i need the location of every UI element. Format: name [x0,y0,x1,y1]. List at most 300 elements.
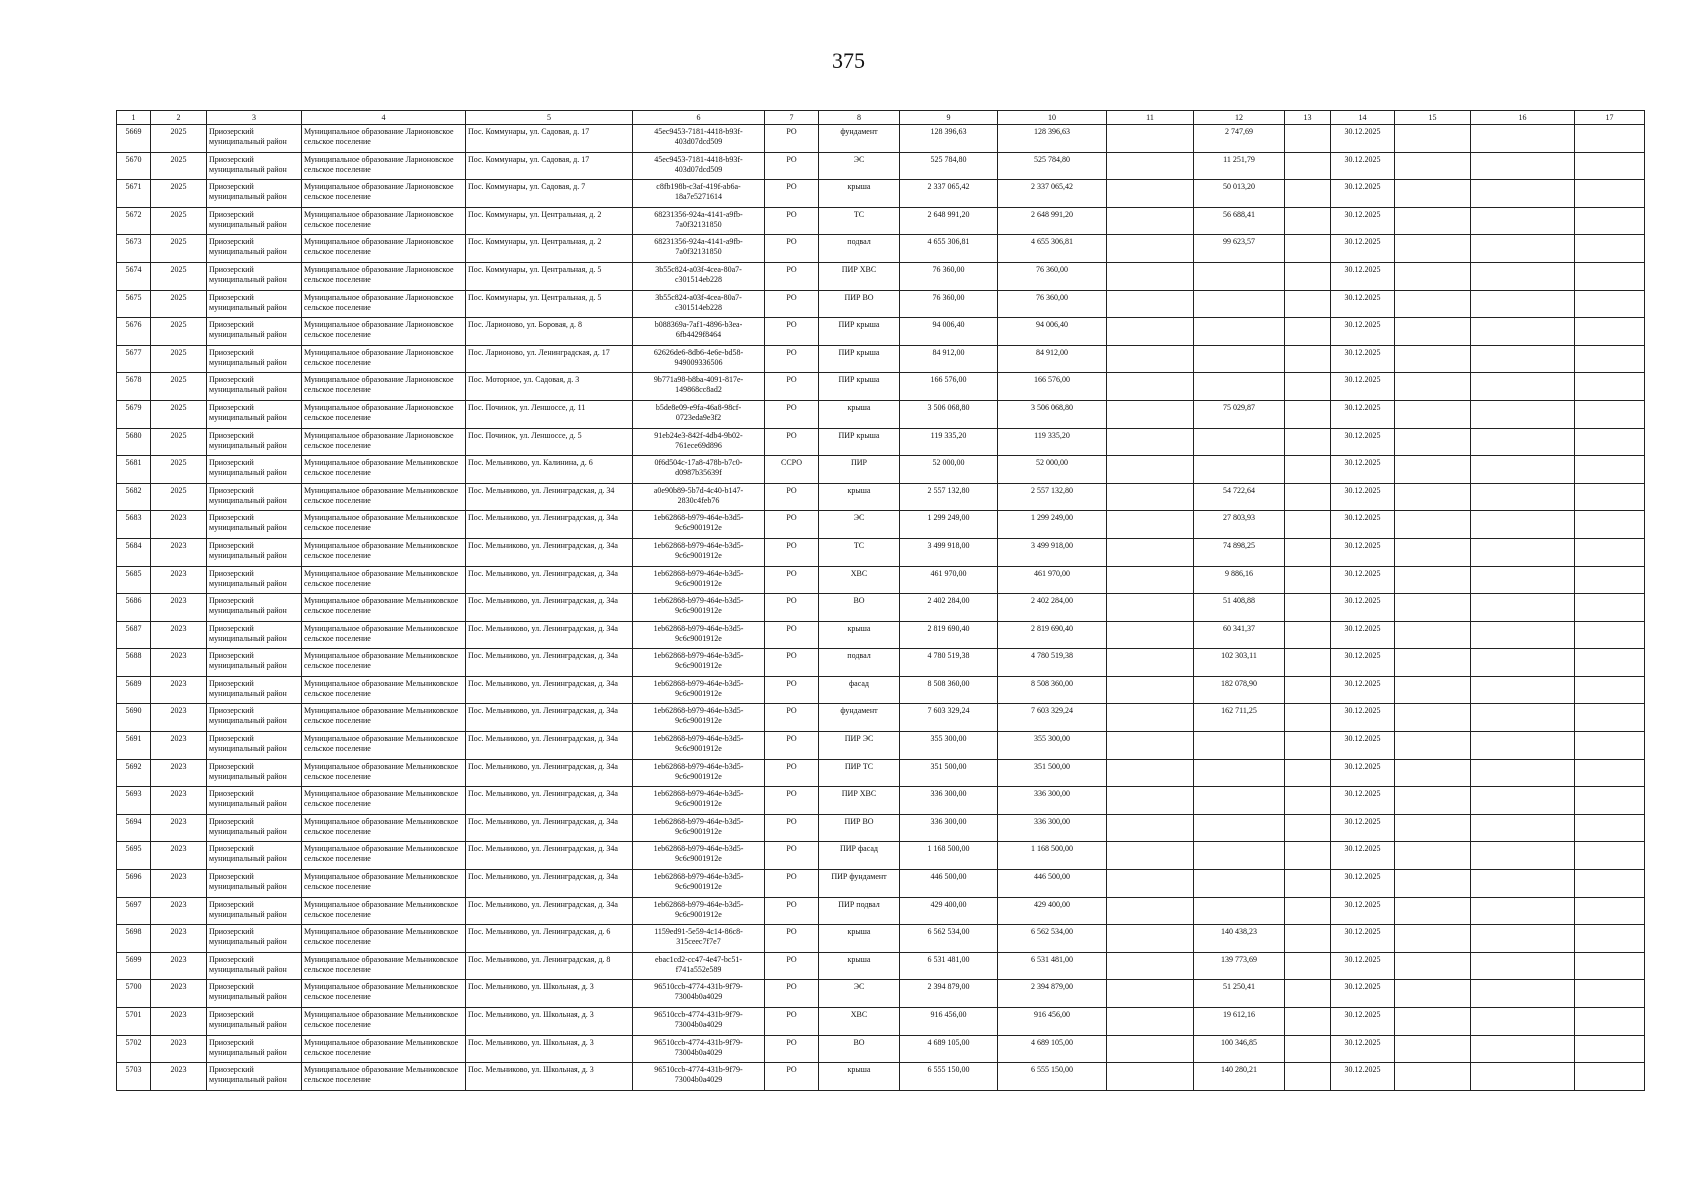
cell-address: Пос. Мельниково, ул. Ленинградская, д. 8 [466,952,633,980]
page-number: 375 [832,48,865,73]
cell-house-guid: 1eb62868-b979-464e-b3d5-9c6c9001912e [633,787,765,815]
cell-col-11 [1107,456,1194,484]
cell-col-17 [1575,180,1645,208]
cell-house-guid: 68231356-924a-4141-a9fb-7a0f32131850 [633,235,765,263]
cell-district: Приозерский муниципальный район [207,732,302,760]
cell-col-11 [1107,732,1194,760]
cell-year: 2025 [151,207,207,235]
cell-deadline: 30.12.2025 [1331,870,1395,898]
cell-district: Приозерский муниципальный район [207,566,302,594]
cell-cost-planned: 76 360,00 [998,290,1107,318]
table-row [117,400,1645,428]
cell-work-type: ПИР фасад [819,842,900,870]
cell-house-guid: 1eb62868-b979-464e-b3d5-9c6c9001912e [633,814,765,842]
cell-col-16 [1471,704,1575,732]
cell-address: Пос. Мельниково, ул. Ленинградская, д. 34а [466,511,633,539]
cell-work-type: ХВС [819,1008,900,1036]
cell-cost-total: 76 360,00 [900,262,998,290]
cell-cost-planned: 128 396,63 [998,125,1107,153]
cell-cost-total: 8 508 360,00 [900,676,998,704]
cell-col-17 [1575,235,1645,263]
cell-col-16 [1471,1063,1575,1091]
cell-col-11 [1107,180,1194,208]
cell-col-11 [1107,538,1194,566]
cell-col-13 [1285,511,1331,539]
cell-year: 2023 [151,538,207,566]
cell-col-11 [1107,649,1194,677]
cell-year: 2023 [151,925,207,953]
cell-address: Пос. Мельниково, ул. Ленинградская, д. 34 [466,483,633,511]
cell-col-11 [1107,1035,1194,1063]
cell-col-15 [1395,787,1471,815]
cell-col-17 [1575,400,1645,428]
cell-year: 2023 [151,566,207,594]
cell-district: Приозерский муниципальный район [207,152,302,180]
cell-address: Пос. Мельниково, ул. Ленинградская, д. 34а [466,704,633,732]
cell-col-17 [1575,594,1645,622]
cell-house-guid: 62626de6-8db6-4e6e-bd58-949009336506 [633,345,765,373]
cell-house-guid: 1eb62868-b979-464e-b3d5-9c6c9001912e [633,759,765,787]
cell-fund-type: РО [765,870,819,898]
cell-col-11 [1107,787,1194,815]
cell-cost-planned: 4 655 306,81 [998,235,1107,263]
cell-col-11 [1107,897,1194,925]
cell-house-guid: 1eb62868-b979-464e-b3d5-9c6c9001912e [633,538,765,566]
cell-col-17 [1575,870,1645,898]
cell-deadline: 30.12.2025 [1331,400,1395,428]
cell-col-13 [1285,483,1331,511]
cell-col-15 [1395,400,1471,428]
cell-col-13 [1285,373,1331,401]
table-row [117,373,1645,401]
cell-col-12: 54 722,64 [1194,483,1285,511]
cell-col-15 [1395,125,1471,153]
cell-col-15 [1395,262,1471,290]
cell-deadline: 30.12.2025 [1331,290,1395,318]
cell-municipality: Муниципальное образование Ларионовское сельское поселение [302,373,466,401]
cell-address: Пос. Мельниково, ул. Ленинградская, д. 34а [466,538,633,566]
cell-municipality: Муниципальное образование Мельниковское сельское поселение [302,980,466,1008]
column-header-10: 10 [998,111,1107,125]
cell-address: Пос. Ларионово, ул. Ленинградская, д. 17 [466,345,633,373]
cell-col-17 [1575,566,1645,594]
cell-col-11 [1107,870,1194,898]
cell-deadline: 30.12.2025 [1331,1035,1395,1063]
cell-municipality: Муниципальное образование Мельниковское сельское поселение [302,704,466,732]
table-row [117,842,1645,870]
cell-district: Приозерский муниципальный район [207,235,302,263]
table-row [117,787,1645,815]
cell-cost-total: 4 780 519,38 [900,649,998,677]
cell-col-11 [1107,207,1194,235]
cell-municipality: Муниципальное образование Ларионовское сельское поселение [302,318,466,346]
table-row [117,980,1645,1008]
cell-cost-planned: 119 335,20 [998,428,1107,456]
cell-work-type: крыша [819,483,900,511]
cell-address: Пос. Мельниково, ул. Школьная, д. 3 [466,980,633,1008]
cell-col-12 [1194,318,1285,346]
column-header-14: 14 [1331,111,1395,125]
cell-col-17 [1575,925,1645,953]
cell-municipality: Муниципальное образование Ларионовское сельское поселение [302,152,466,180]
cell-municipality: Муниципальное образование Ларионовское сельское поселение [302,207,466,235]
cell-col-17 [1575,318,1645,346]
cell-cost-planned: 2 557 132,80 [998,483,1107,511]
cell-work-type: подвал [819,235,900,263]
cell-col-11 [1107,235,1194,263]
cell-col-12 [1194,897,1285,925]
register-table [116,110,1645,1091]
cell-cost-total: 76 360,00 [900,290,998,318]
cell-district: Приозерский муниципальный район [207,125,302,153]
column-header-2: 2 [151,111,207,125]
cell-year: 2023 [151,732,207,760]
cell-cost-total: 1 168 500,00 [900,842,998,870]
cell-municipality: Муниципальное образование Мельниковское сельское поселение [302,676,466,704]
cell-col-15 [1395,649,1471,677]
cell-fund-type: РО [765,1008,819,1036]
cell-cost-total: 119 335,20 [900,428,998,456]
cell-col-17 [1575,483,1645,511]
cell-col-13 [1285,538,1331,566]
cell-municipality: Муниципальное образование Мельниковское сельское поселение [302,925,466,953]
cell-row-number: 5676 [117,318,151,346]
cell-year: 2023 [151,759,207,787]
cell-year: 2025 [151,318,207,346]
cell-col-17 [1575,1008,1645,1036]
cell-cost-planned: 76 360,00 [998,262,1107,290]
table-row [117,621,1645,649]
cell-col-12 [1194,345,1285,373]
cell-col-16 [1471,262,1575,290]
cell-col-11 [1107,152,1194,180]
cell-work-type: ВО [819,594,900,622]
cell-district: Приозерский муниципальный район [207,676,302,704]
cell-district: Приозерский муниципальный район [207,980,302,1008]
cell-work-type: ЭС [819,980,900,1008]
column-header-8: 8 [819,111,900,125]
cell-col-11 [1107,262,1194,290]
cell-col-17 [1575,262,1645,290]
cell-municipality: Муниципальное образование Мельниковское сельское поселение [302,732,466,760]
cell-row-number: 5681 [117,456,151,484]
table-row [117,594,1645,622]
cell-cost-total: 84 912,00 [900,345,998,373]
cell-cost-planned: 2 394 879,00 [998,980,1107,1008]
cell-deadline: 30.12.2025 [1331,125,1395,153]
cell-col-17 [1575,897,1645,925]
cell-deadline: 30.12.2025 [1331,814,1395,842]
cell-cost-total: 525 784,80 [900,152,998,180]
cell-house-guid: 1eb62868-b979-464e-b3d5-9c6c9001912e [633,594,765,622]
cell-fund-type: РО [765,428,819,456]
table-body [117,125,1645,1091]
table-row [117,428,1645,456]
cell-cost-planned: 52 000,00 [998,456,1107,484]
cell-year: 2025 [151,483,207,511]
cell-year: 2025 [151,152,207,180]
cell-house-guid: 1eb62868-b979-464e-b3d5-9c6c9001912e [633,732,765,760]
cell-col-15 [1395,538,1471,566]
cell-col-13 [1285,152,1331,180]
cell-year: 2025 [151,428,207,456]
cell-fund-type: РО [765,676,819,704]
cell-house-guid: b088369a-7af1-4896-b3ea-6fb4429f8464 [633,318,765,346]
cell-address: Пос. Коммунары, ул. Центральная, д. 5 [466,262,633,290]
cell-deadline: 30.12.2025 [1331,952,1395,980]
cell-cost-planned: 429 400,00 [998,897,1107,925]
cell-col-17 [1575,428,1645,456]
cell-row-number: 5683 [117,511,151,539]
column-header-4: 4 [302,111,466,125]
cell-deadline: 30.12.2025 [1331,621,1395,649]
cell-col-16 [1471,152,1575,180]
cell-row-number: 5688 [117,649,151,677]
table-row [117,732,1645,760]
cell-col-11 [1107,621,1194,649]
cell-row-number: 5672 [117,207,151,235]
cell-col-16 [1471,787,1575,815]
table-row [117,759,1645,787]
cell-work-type: ТС [819,207,900,235]
cell-district: Приозерский муниципальный район [207,925,302,953]
cell-col-16 [1471,207,1575,235]
column-number-row [117,111,1645,125]
cell-house-guid: 1eb62868-b979-464e-b3d5-9c6c9001912e [633,621,765,649]
cell-row-number: 5699 [117,952,151,980]
cell-work-type: ЭС [819,152,900,180]
cell-address: Пос. Коммунары, ул. Центральная, д. 5 [466,290,633,318]
cell-col-13 [1285,594,1331,622]
cell-year: 2023 [151,842,207,870]
cell-address: Пос. Мельниково, ул. Школьная, д. 3 [466,1035,633,1063]
cell-address: Пос. Мельниково, ул. Ленинградская, д. 34а [466,870,633,898]
cell-address: Пос. Коммунары, ул. Садовая, д. 17 [466,152,633,180]
cell-municipality: Муниципальное образование Мельниковское сельское поселение [302,870,466,898]
cell-cost-planned: 4 689 105,00 [998,1035,1107,1063]
cell-house-guid: 1eb62868-b979-464e-b3d5-9c6c9001912e [633,649,765,677]
cell-col-13 [1285,897,1331,925]
cell-cost-planned: 6 555 150,00 [998,1063,1107,1091]
cell-district: Приозерский муниципальный район [207,1035,302,1063]
cell-cost-planned: 6 562 534,00 [998,925,1107,953]
cell-col-12: 2 747,69 [1194,125,1285,153]
cell-year: 2025 [151,125,207,153]
cell-district: Приозерский муниципальный район [207,594,302,622]
cell-year: 2023 [151,594,207,622]
table-row [117,649,1645,677]
cell-house-guid: 96510ccb-4774-431b-9f79-73004b0a4029 [633,980,765,1008]
cell-cost-planned: 336 300,00 [998,787,1107,815]
cell-cost-planned: 4 780 519,38 [998,649,1107,677]
cell-address: Пос. Мельниково, ул. Ленинградская, д. 34а [466,649,633,677]
cell-fund-type: РО [765,373,819,401]
cell-col-17 [1575,345,1645,373]
cell-district: Приозерский муниципальный район [207,1063,302,1091]
cell-house-guid: b5de8e09-e9fa-46a8-98cf-0723eda9e3f2 [633,400,765,428]
cell-work-type: ПИР ХВС [819,262,900,290]
cell-work-type: ПИР ВО [819,290,900,318]
cell-work-type: крыша [819,621,900,649]
cell-district: Приозерский муниципальный район [207,538,302,566]
cell-address: Пос. Моторное, ул. Садовая, д. 3 [466,373,633,401]
cell-work-type: ХВС [819,566,900,594]
cell-work-type: ПИР крыша [819,428,900,456]
cell-cost-total: 916 456,00 [900,1008,998,1036]
cell-col-13 [1285,345,1331,373]
cell-work-type: ПИР фундамент [819,870,900,898]
cell-col-15 [1395,152,1471,180]
cell-deadline: 30.12.2025 [1331,594,1395,622]
cell-cost-planned: 166 576,00 [998,373,1107,401]
cell-col-15 [1395,1063,1471,1091]
cell-col-16 [1471,290,1575,318]
cell-row-number: 5701 [117,1008,151,1036]
cell-col-11 [1107,483,1194,511]
cell-col-13 [1285,125,1331,153]
cell-col-13 [1285,235,1331,263]
cell-col-16 [1471,842,1575,870]
cell-col-13 [1285,456,1331,484]
cell-deadline: 30.12.2025 [1331,842,1395,870]
cell-house-guid: c8fb198b-c3af-419f-ab6a-18a7e5271614 [633,180,765,208]
cell-col-12: 140 280,21 [1194,1063,1285,1091]
cell-district: Приозерский муниципальный район [207,373,302,401]
cell-address: Пос. Коммунары, ул. Центральная, д. 2 [466,207,633,235]
column-header-6: 6 [633,111,765,125]
cell-col-17 [1575,621,1645,649]
cell-house-guid: 68231356-924a-4141-a9fb-7a0f32131850 [633,207,765,235]
cell-district: Приозерский муниципальный район [207,318,302,346]
cell-col-13 [1285,787,1331,815]
cell-col-17 [1575,980,1645,1008]
cell-col-17 [1575,759,1645,787]
cell-col-16 [1471,759,1575,787]
cell-col-15 [1395,759,1471,787]
cell-house-guid: 45ec9453-7181-4418-b93f-403d07dcd509 [633,152,765,180]
cell-row-number: 5686 [117,594,151,622]
cell-municipality: Муниципальное образование Мельниковское сельское поселение [302,649,466,677]
cell-cost-total: 351 500,00 [900,759,998,787]
cell-cost-total: 2 648 991,20 [900,207,998,235]
cell-year: 2023 [151,1008,207,1036]
cell-col-15 [1395,456,1471,484]
cell-col-11 [1107,428,1194,456]
cell-fund-type: РО [765,649,819,677]
cell-col-11 [1107,842,1194,870]
cell-cost-planned: 8 508 360,00 [998,676,1107,704]
cell-row-number: 5689 [117,676,151,704]
cell-deadline: 30.12.2025 [1331,676,1395,704]
table-row [117,870,1645,898]
column-header-15: 15 [1395,111,1471,125]
cell-col-16 [1471,511,1575,539]
cell-col-16 [1471,235,1575,263]
cell-fund-type: РО [765,235,819,263]
cell-municipality: Муниципальное образование Ларионовское сельское поселение [302,345,466,373]
cell-col-17 [1575,1063,1645,1091]
cell-fund-type: РО [765,704,819,732]
cell-row-number: 5695 [117,842,151,870]
cell-cost-planned: 6 531 481,00 [998,952,1107,980]
cell-col-16 [1471,925,1575,953]
table-row [117,125,1645,153]
cell-row-number: 5702 [117,1035,151,1063]
cell-col-15 [1395,621,1471,649]
table-row [117,207,1645,235]
cell-cost-total: 52 000,00 [900,456,998,484]
cell-cost-planned: 3 499 918,00 [998,538,1107,566]
cell-col-13 [1285,814,1331,842]
cell-district: Приозерский муниципальный район [207,1008,302,1036]
cell-col-12 [1194,262,1285,290]
cell-fund-type: РО [765,814,819,842]
cell-deadline: 30.12.2025 [1331,732,1395,760]
cell-address: Пос. Мельниково, ул. Ленинградская, д. 34а [466,594,633,622]
table-row [117,290,1645,318]
table-row [117,925,1645,953]
cell-fund-type: РО [765,290,819,318]
cell-district: Приозерский муниципальный район [207,290,302,318]
cell-deadline: 30.12.2025 [1331,235,1395,263]
cell-year: 2025 [151,373,207,401]
cell-fund-type: РО [765,732,819,760]
cell-col-16 [1471,180,1575,208]
cell-work-type: фасад [819,676,900,704]
cell-col-12 [1194,290,1285,318]
cell-work-type: ПИР подвал [819,897,900,925]
cell-deadline: 30.12.2025 [1331,511,1395,539]
cell-col-12: 182 078,90 [1194,676,1285,704]
cell-col-16 [1471,621,1575,649]
cell-address: Пос. Мельниково, ул. Ленинградская, д. 6 [466,925,633,953]
cell-col-16 [1471,566,1575,594]
cell-deadline: 30.12.2025 [1331,318,1395,346]
cell-house-guid: 0f6d504c-17a8-478b-b7c0-d0987b35639f [633,456,765,484]
cell-col-12 [1194,814,1285,842]
cell-col-16 [1471,125,1575,153]
cell-house-guid: 3b55c824-a03f-4cea-80a7-c301514eb228 [633,262,765,290]
cell-address: Пос. Починок, ул. Леншоссе, д. 5 [466,428,633,456]
cell-work-type: крыша [819,180,900,208]
cell-cost-planned: 94 006,40 [998,318,1107,346]
column-header-9: 9 [900,111,998,125]
cell-col-13 [1285,400,1331,428]
table-row [117,538,1645,566]
cell-district: Приозерский муниципальный район [207,814,302,842]
cell-deadline: 30.12.2025 [1331,428,1395,456]
cell-row-number: 5680 [117,428,151,456]
cell-fund-type: РО [765,483,819,511]
cell-col-15 [1395,511,1471,539]
cell-municipality: Муниципальное образование Ларионовское сельское поселение [302,180,466,208]
cell-fund-type: РО [765,759,819,787]
cell-cost-total: 461 970,00 [900,566,998,594]
cell-col-11 [1107,1063,1194,1091]
cell-col-16 [1471,649,1575,677]
cell-col-15 [1395,870,1471,898]
cell-work-type: крыша [819,925,900,953]
cell-cost-planned: 355 300,00 [998,732,1107,760]
cell-col-12: 51 250,41 [1194,980,1285,1008]
column-header-12: 12 [1194,111,1285,125]
cell-fund-type: РО [765,925,819,953]
cell-district: Приозерский муниципальный район [207,787,302,815]
cell-address: Пос. Мельниково, ул. Калинина, д. 6 [466,456,633,484]
cell-col-12: 139 773,69 [1194,952,1285,980]
cell-col-11 [1107,400,1194,428]
cell-district: Приозерский муниципальный район [207,180,302,208]
